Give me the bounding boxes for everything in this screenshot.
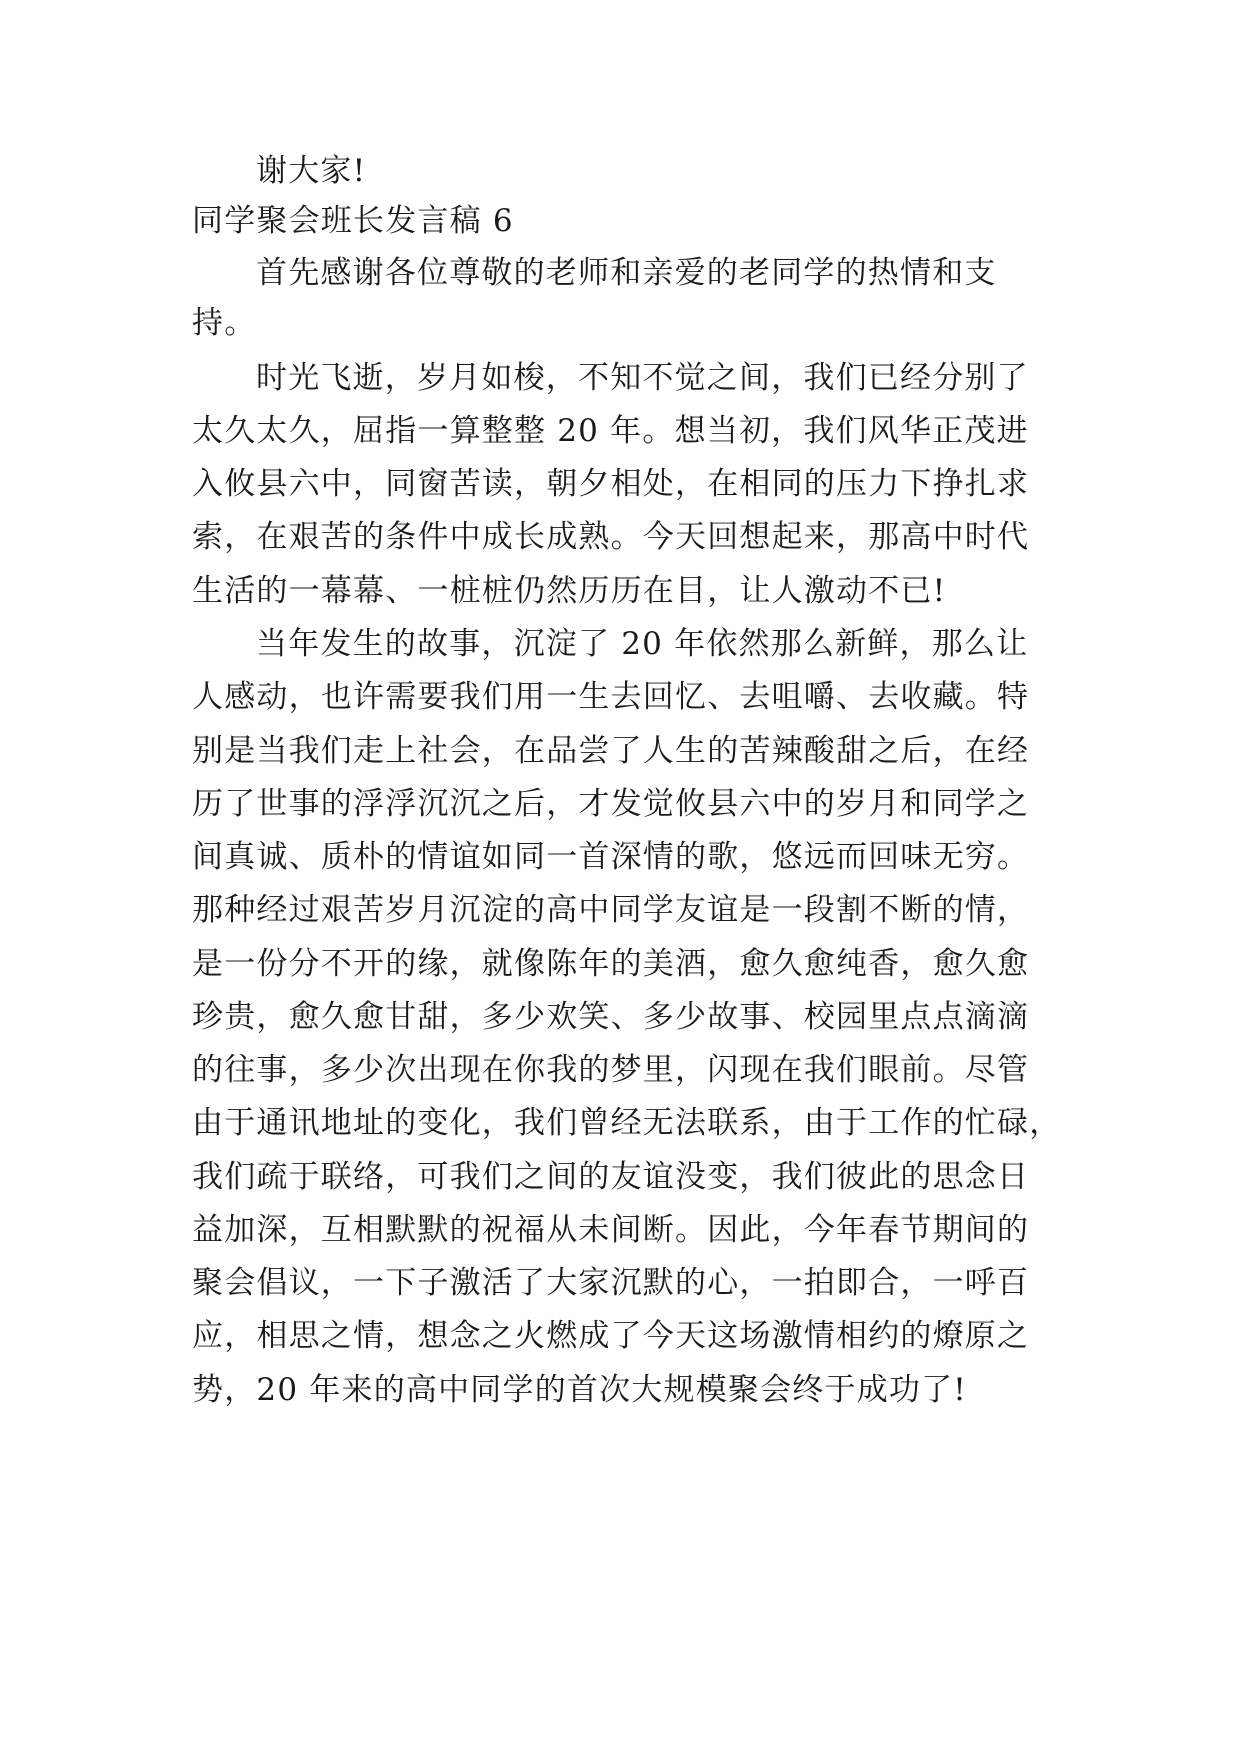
paragraph-line: 益加深，互相默默的祝福从未间断。因此，今年春节期间的 xyxy=(192,1212,1030,1248)
paragraph-line: 由于通讯地址的变化，我们曾经无法联系，由于工作的忙碌， xyxy=(192,1105,1062,1141)
paragraph-line: 历了世事的浮浮沉沉之后，才发觉攸县六中的岁月和同学之 xyxy=(192,786,1030,822)
paragraph-line: 当年发生的故事，沉淀了 20 年依然那么新鲜，那么让 xyxy=(256,626,1029,662)
paragraph-line: 入攸县六中，同窗苦读，朝夕相处，在相同的压力下挣扎求 xyxy=(192,466,1030,502)
paragraph-line: 时光飞逝，岁月如梭，不知不觉之间，我们已经分别了 xyxy=(256,360,1029,396)
paragraph-line: 首先感谢各位尊敬的老师和亲爱的老同学的热情和支 xyxy=(256,255,997,291)
paragraph-line: 势，20 年来的高中同学的首次大规模聚会终于成功了! xyxy=(192,1372,967,1408)
paragraph-line: 聚会倡议，一下子激活了大家沉默的心，一拍即合，一呼百 xyxy=(192,1265,1030,1301)
paragraph-line: 应，相思之情，想念之火燃成了今天这场激情相约的燎原之 xyxy=(192,1318,1030,1354)
paragraph-line: 持。 xyxy=(192,305,257,341)
paragraph-line: 我们疏于联络，可我们之间的友谊没变，我们彼此的思念日 xyxy=(192,1159,1030,1195)
paragraph-line: 珍贵，愈久愈甘甜，多少欢笑、多少故事、校园里点点滴滴 xyxy=(192,999,1030,1035)
paragraph-line: 是一份分不开的缘，就像陈年的美酒，愈久愈纯香，愈久愈 xyxy=(192,946,1030,982)
paragraph-line: 的往事，多少次出现在你我的梦里，闪现在我们眼前。尽管 xyxy=(192,1052,1030,1088)
paragraph-line: 人感动，也许需要我们用一生去回忆、去咀嚼、去收藏。特 xyxy=(192,679,1030,715)
closing-line: 谢大家! xyxy=(256,153,367,189)
paragraph-line: 间真诚、质朴的情谊如同一首深情的歌，悠远而回味无穷。 xyxy=(192,839,1030,875)
section-heading: 同学聚会班长发言稿 6 xyxy=(192,203,514,239)
paragraph-line: 别是当我们走上社会，在品尝了人生的苦辣酸甜之后，在经 xyxy=(192,733,1030,769)
paragraph-line: 太久太久，屈指一算整整 20 年。想当初，我们风华正茂进 xyxy=(192,413,1029,449)
paragraph-line: 索，在艰苦的条件中成长成熟。今天回想起来，那高中时代 xyxy=(192,519,1030,555)
paragraph-line: 生活的一幕幕、一桩桩仍然历历在目，让人激动不已! xyxy=(192,573,947,609)
paragraph-line: 那种经过艰苦岁月沉淀的高中同学友谊是一段割不断的情， xyxy=(192,892,1030,928)
